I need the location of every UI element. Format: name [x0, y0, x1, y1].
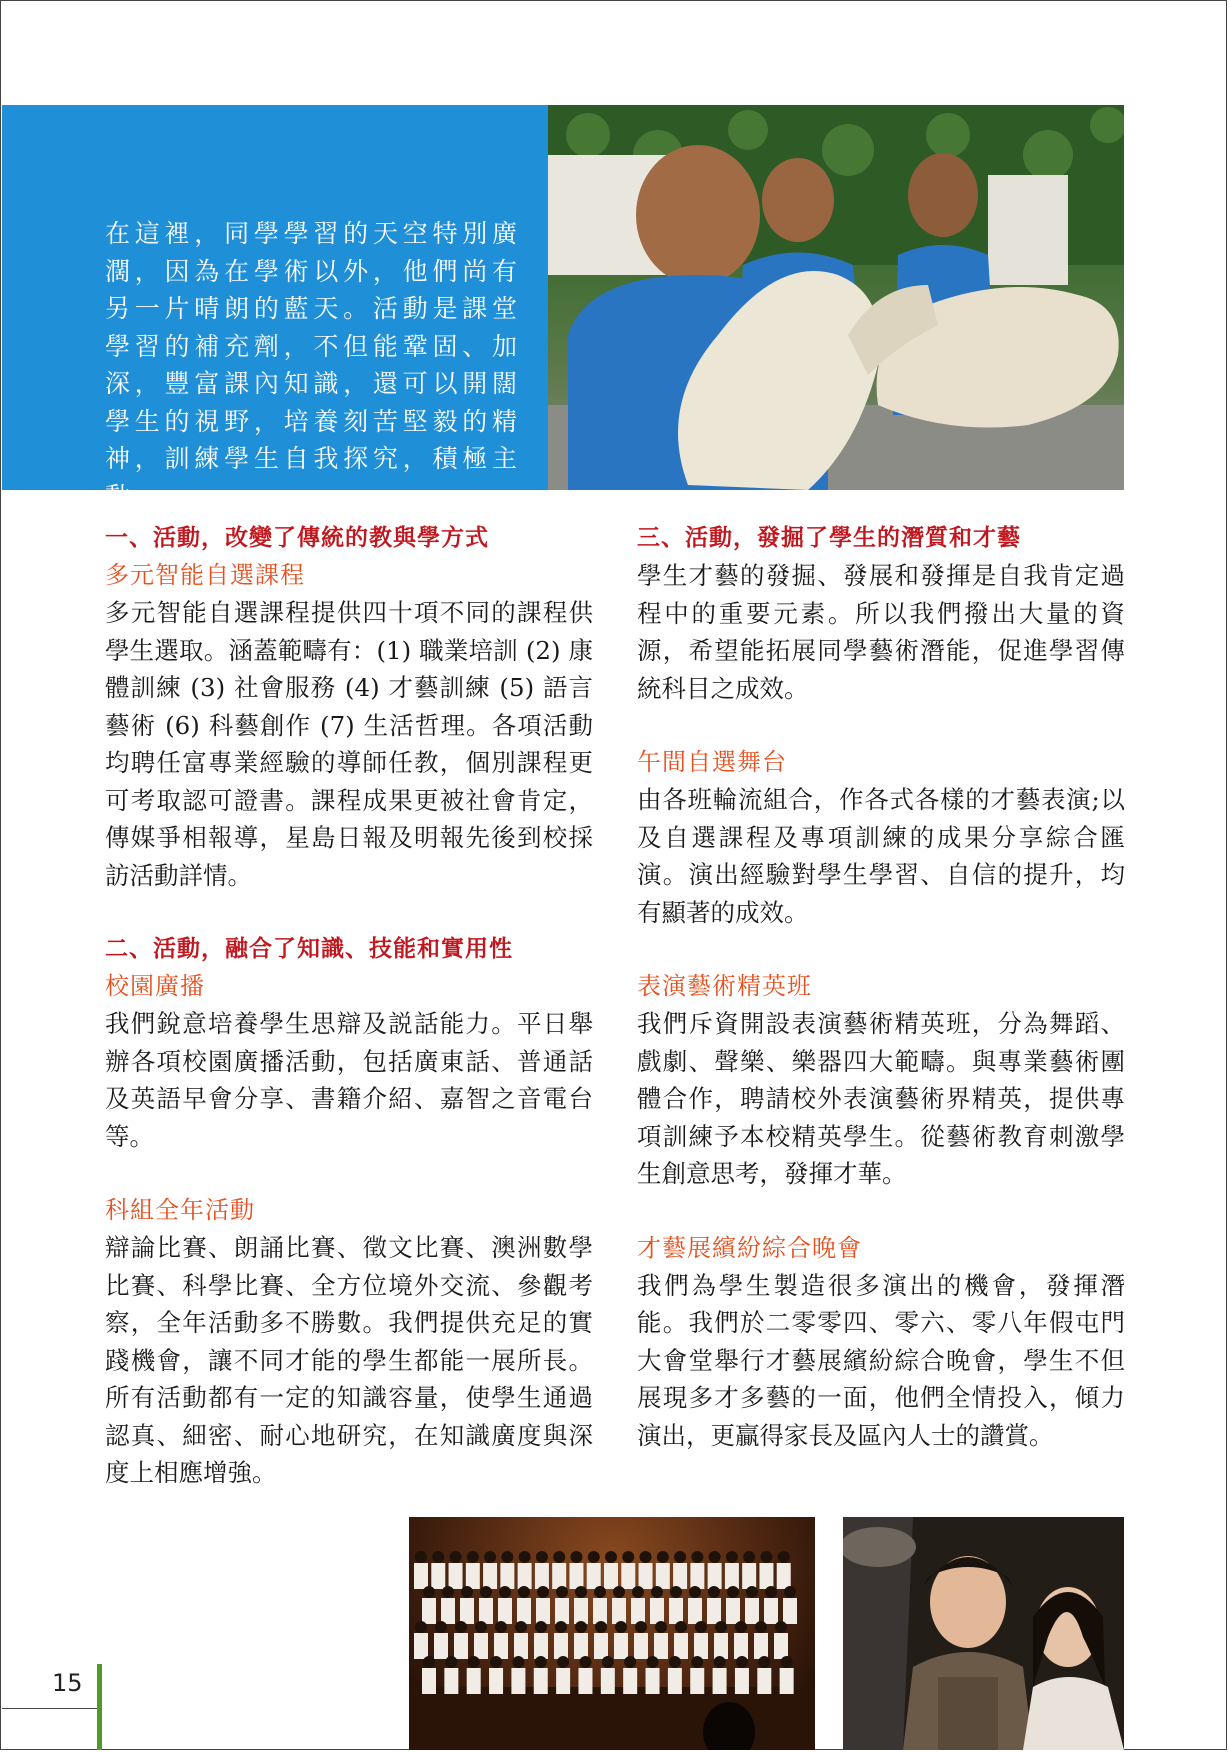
body-campus-broadcast: 我們銳意培養學生思辯及説話能力。平日舉辦各項校園廣播活動，包括廣東話、普通話及英語早會分享、書籍介紹、嘉智之音電台等。	[105, 1009, 593, 1151]
choir-uniform	[688, 1598, 702, 1624]
choir-uniform	[601, 1668, 615, 1694]
choir-uniform	[690, 1563, 704, 1589]
choir-uniform	[498, 1598, 512, 1624]
choir-head	[781, 1656, 793, 1668]
body-lunch-stage: 由各班輪流組合，作各式各樣的才藝表演;以及自選課程及專項訓練的成果分享綜合匯演。演出經驗對學生學習、自信的提升，均有顯著的成效。	[637, 785, 1125, 927]
choir-uniform	[639, 1563, 653, 1589]
choir-head	[726, 1551, 738, 1563]
choir-head	[432, 1551, 444, 1563]
choir-uniform	[674, 1633, 688, 1659]
choir-head	[775, 1621, 787, 1633]
choir-head	[736, 1656, 748, 1668]
choir-head	[743, 1551, 755, 1563]
choir-uniform	[555, 1598, 569, 1624]
choir-head	[579, 1656, 591, 1668]
accent-bar	[97, 1664, 102, 1750]
choir-head	[727, 1586, 739, 1598]
choir-uniform	[646, 1668, 660, 1694]
choir-head	[758, 1656, 770, 1668]
choir-head	[499, 1586, 511, 1598]
choir-uniform	[511, 1668, 525, 1694]
choir-uniform	[494, 1633, 508, 1659]
body-variety-show: 我們為學生製造很多演出的機會，發揮潛能。我們於二零零四、零六、零八年假屯門大會堂舉行才藝展繽紛綜合晚會，學生不但展現多才多藝的一面，他們全情投入，傾力演出，更贏得家長及區內人士的讚賞。	[637, 1270, 1125, 1450]
choir-head	[624, 1656, 636, 1668]
choir-head	[657, 1551, 669, 1563]
section-heading-1: 一、活動，改變了傳統的教與學方式	[105, 525, 489, 551]
choir-head	[480, 1586, 492, 1598]
subheading-multiple-intelligence: 多元智能自選課程	[105, 561, 305, 589]
choir-uniform	[466, 1563, 480, 1589]
choir-uniform	[534, 1668, 548, 1694]
choir-head	[622, 1551, 634, 1563]
body-subject-activities: 辯論比賽、朗誦比賽、徵文比賽、澳洲數學比賽、科學比賽、全方位境外交流、參觀考察，全年活動多不勝數。我們提供充足的實踐機會，讓不同才能的學生都能一展所長。所有活動都有一定的知識容量，使學生通過認真、細密、耐心地研究，在知識廣度與深度上相應增強。	[105, 1233, 593, 1487]
choir-uniform	[518, 1563, 532, 1589]
choir-head	[640, 1551, 652, 1563]
choir-uniform	[694, 1633, 708, 1659]
choir-uniform	[441, 1598, 455, 1624]
choir-head	[475, 1621, 487, 1633]
choir-head	[708, 1586, 720, 1598]
choir-uniform	[556, 1668, 570, 1694]
choir-head	[615, 1621, 627, 1633]
choir-head	[674, 1551, 686, 1563]
choir-head	[537, 1586, 549, 1598]
intro-text: 在這裡，同學學習的天空特別廣濶，因為在學術以外，他們尚有另一片晴朗的藍天。活動是課堂學習的補充劑，不但能鞏固、加深，豐富課內知識，還可以開闊學生的視野，培養刻苦堅毅的精神，訓練學生自我探究，積極主動。	[105, 219, 520, 511]
choir-head	[784, 1586, 796, 1598]
choir-uniform	[517, 1598, 531, 1624]
choir-head	[613, 1586, 625, 1598]
choir-head	[553, 1551, 565, 1563]
choir-uniform	[474, 1633, 488, 1659]
choir-performance-photo	[409, 1517, 815, 1750]
page-number-rule	[2, 1708, 98, 1709]
choir-uniform	[734, 1633, 748, 1659]
choir-head	[588, 1551, 600, 1563]
choir-head	[691, 1656, 703, 1668]
choir-uniform	[444, 1668, 458, 1694]
subheading-lunch-stage: 午間自選舞台	[637, 748, 787, 776]
choir-head	[647, 1656, 659, 1668]
choir-uniform	[552, 1563, 566, 1589]
choir-head	[689, 1586, 701, 1598]
choir-uniform	[574, 1633, 588, 1659]
choir-uniform	[707, 1598, 721, 1624]
choir-uniform	[777, 1563, 791, 1589]
choir-uniform	[708, 1563, 722, 1589]
choir-uniform	[754, 1633, 768, 1659]
choir-uniform	[668, 1668, 682, 1694]
choir-head	[655, 1621, 667, 1633]
choir-uniform	[431, 1563, 445, 1589]
choir-uniform	[574, 1598, 588, 1624]
choir-uniform	[759, 1563, 773, 1589]
choir-uniform	[713, 1668, 727, 1694]
choir-head	[415, 1551, 427, 1563]
choir-head	[535, 1621, 547, 1633]
choir-uniform	[500, 1563, 514, 1589]
choir-head	[735, 1621, 747, 1633]
choir-uniform	[587, 1563, 601, 1589]
choir-uniform	[673, 1563, 687, 1589]
choir-uniform	[612, 1598, 626, 1624]
choir-uniform	[454, 1633, 468, 1659]
left-column	[105, 520, 593, 1492]
choir-uniform	[764, 1598, 778, 1624]
choir-head	[709, 1551, 721, 1563]
choir-uniform	[460, 1598, 474, 1624]
subheading-subject-activities: 科組全年活動	[105, 1196, 255, 1224]
choir-head	[515, 1621, 527, 1633]
choir-head	[490, 1656, 502, 1668]
choir-head	[484, 1551, 496, 1563]
choir-head	[535, 1656, 547, 1668]
choir-uniform	[780, 1668, 794, 1694]
choir-uniform	[467, 1668, 481, 1694]
choir-uniform	[690, 1668, 704, 1694]
choir-head	[518, 1586, 530, 1598]
choir-uniform	[735, 1668, 749, 1694]
choir-uniform	[714, 1633, 728, 1659]
choir-head	[605, 1551, 617, 1563]
choir-head	[675, 1621, 687, 1633]
choir-head	[570, 1551, 582, 1563]
drama-photo-illustration	[843, 1517, 1124, 1750]
students-carrying-quilts-photo	[548, 105, 1124, 490]
choir-uniform	[594, 1633, 608, 1659]
choir-head	[575, 1621, 587, 1633]
choir-uniform	[535, 1563, 549, 1589]
choir-uniform	[757, 1668, 771, 1694]
choir-head	[423, 1656, 435, 1668]
choir-head	[760, 1551, 772, 1563]
choir-head	[423, 1586, 435, 1598]
subheading-performing-arts: 表演藝術精英班	[637, 972, 812, 1000]
choir-photo-illustration	[409, 1517, 815, 1750]
choir-head	[495, 1621, 507, 1633]
choir-uniform	[623, 1668, 637, 1694]
choir-head	[455, 1621, 467, 1633]
choir-head	[468, 1656, 480, 1668]
choir-uniform	[654, 1633, 668, 1659]
choir-uniform	[414, 1563, 428, 1589]
choir-head	[555, 1621, 567, 1633]
intro-box	[2, 105, 548, 511]
choir-uniform	[604, 1563, 618, 1589]
choir-uniform	[534, 1633, 548, 1659]
choir-uniform	[434, 1633, 448, 1659]
choir-uniform	[483, 1563, 497, 1589]
section-heading-3: 三、活動，發掘了學生的潛質和才藝	[637, 525, 1021, 551]
choir-uniform	[489, 1668, 503, 1694]
choir-uniform	[745, 1598, 759, 1624]
page-number: 15	[52, 1669, 83, 1697]
students-photo-illustration	[548, 105, 1124, 490]
choir-uniform	[479, 1598, 493, 1624]
choir-uniform	[536, 1598, 550, 1624]
choir-uniform	[422, 1668, 436, 1694]
choir-head	[755, 1621, 767, 1633]
choir-head	[691, 1551, 703, 1563]
choir-uniform	[614, 1633, 628, 1659]
choir-head	[594, 1586, 606, 1598]
choir-uniform	[783, 1598, 797, 1624]
choir-head	[695, 1621, 707, 1633]
choir-uniform	[742, 1563, 756, 1589]
right-column	[637, 520, 1125, 1454]
choir-head	[651, 1586, 663, 1598]
choir-head	[536, 1551, 548, 1563]
choir-head	[714, 1656, 726, 1668]
choir-head	[575, 1586, 587, 1598]
choir-head	[501, 1551, 513, 1563]
choir-head	[442, 1586, 454, 1598]
choir-uniform	[554, 1633, 568, 1659]
choir-uniform	[726, 1598, 740, 1624]
choir-uniform	[578, 1668, 592, 1694]
choir-head	[602, 1656, 614, 1668]
choir-head	[467, 1551, 479, 1563]
choir-head	[415, 1621, 427, 1633]
choir-uniform	[631, 1598, 645, 1624]
choir-head	[746, 1586, 758, 1598]
choir-uniform	[634, 1633, 648, 1659]
choir-head	[461, 1586, 473, 1598]
subheading-variety-show: 才藝展繽紛綜合晚會	[637, 1233, 862, 1262]
choir-uniform	[593, 1598, 607, 1624]
choir-uniform	[414, 1633, 428, 1659]
choir-uniform	[774, 1633, 788, 1659]
body-multiple-intelligence: 多元智能自選課程提供四十項不同的課程供學生選取。涵蓋範疇有：(1) 職業培訓 (2) 康體訓練 (3) 社會服務 (4) 才藝訓練 (5) 語言藝術 (6) 科藝創作 (7) 生活哲理。各項活動均聘任富專業經驗的導師任教，個別課程更可考取認可證書。課程成果更被社會肯定，傳媒爭相報導，星島日報及明報先後到校採訪活動詳情。	[105, 598, 593, 890]
drama-performance-photo	[843, 1517, 1124, 1750]
choir-uniform	[621, 1563, 635, 1589]
body-talent-development: 學生才藝的發掘、發展和發揮是自我肯定過程中的重要元素。所以我們撥出大量的資源，希望能拓展同學藝術潛能，促進學習傳統科目之成效。	[637, 561, 1125, 703]
choir-head	[435, 1621, 447, 1633]
choir-head	[715, 1621, 727, 1633]
choir-uniform	[725, 1563, 739, 1589]
choir-head	[450, 1551, 462, 1563]
choir-head	[632, 1586, 644, 1598]
choir-head	[556, 1586, 568, 1598]
choir-uniform	[514, 1633, 528, 1659]
choir-head	[557, 1656, 569, 1668]
choir-head	[765, 1586, 777, 1598]
choir-head	[519, 1551, 531, 1563]
choir-head	[512, 1656, 524, 1668]
choir-uniform	[569, 1563, 583, 1589]
choir-head	[635, 1621, 647, 1633]
section-heading-2: 二、活動，融合了知識、技能和實用性	[105, 936, 513, 962]
choir-head	[670, 1586, 682, 1598]
choir-head	[445, 1656, 457, 1668]
choir-uniform	[656, 1563, 670, 1589]
choir-head	[778, 1551, 790, 1563]
subheading-campus-broadcast: 校園廣播	[105, 972, 205, 1000]
choir-uniform	[449, 1563, 463, 1589]
body-performing-arts: 我們斥資開設表演藝術精英班，分為舞蹈、戲劇、聲樂、樂器四大範疇。與專業藝術團體合作，聘請校外表演藝術界精英，提供專項訓練予本校精英學生。從藝術教育刺激學生創意思考，發揮才華。	[637, 1009, 1125, 1188]
choir-uniform	[650, 1598, 664, 1624]
choir-uniform	[422, 1598, 436, 1624]
choir-uniform	[669, 1598, 683, 1624]
choir-head	[669, 1656, 681, 1668]
choir-head	[595, 1621, 607, 1633]
